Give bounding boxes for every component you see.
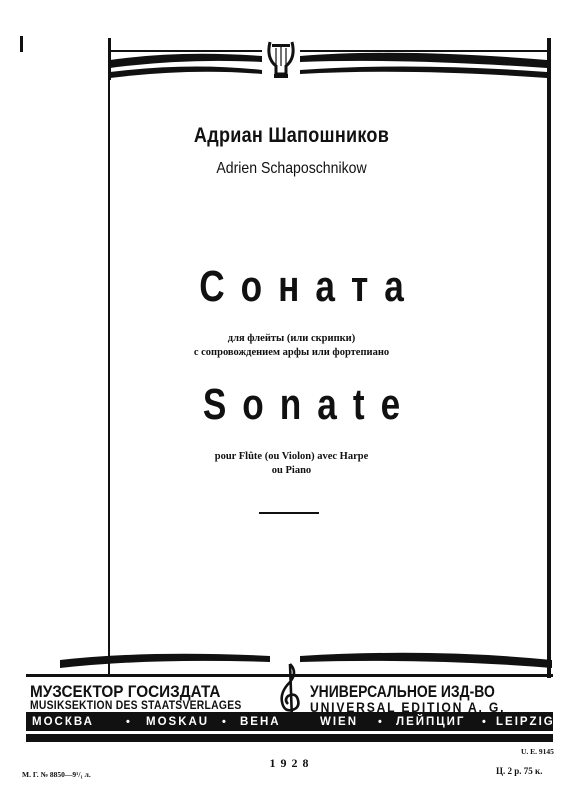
city-leipzig: LEIPZIG (496, 716, 555, 728)
publisher-left-ru: МУЗСЕКТОР ГОСИЗДАТА (30, 682, 221, 701)
subtitle-fr-line1: pour Flûte (ou Violon) avec Harpe (214, 451, 369, 462)
publication-year: 1928 (269, 756, 314, 770)
plate-number: U. E. 9145 (521, 747, 554, 756)
composer-name-ru: Адриан Шапошников (193, 124, 390, 147)
imprint-note: М. Г. № 8850—9¹/₁ л. (22, 770, 91, 779)
title-fr: Sonate (202, 380, 417, 429)
price: Ц. 2 р. 75 к. (496, 766, 543, 776)
subtitle-ru-line1: для флейты (или скрипки) (227, 333, 356, 344)
subtitle-fr-line2: ou Piano (271, 465, 312, 476)
publisher-right-ru: УНИВЕРСАЛЬНОЕ ИЗД-ВО (310, 682, 495, 701)
title-ru: Соната (199, 262, 420, 311)
city-moskau: MOSKAU (146, 716, 210, 728)
composer-name-latin: Adrien Schaposchnikow (216, 160, 367, 177)
publisher-right-de: UNIVERSAL EDITION A. G. (310, 700, 506, 715)
subtitle-ru-line2: с сопровождением арфы или фортепиано (193, 347, 390, 358)
publisher-left-de: MUSIKSEKTION DES STAATSVERLAGES (30, 700, 242, 712)
city-vena: ВЕНА (240, 716, 281, 728)
city-leiptsig: ЛЕЙПЦИГ (396, 716, 466, 728)
city-wien: WIEN (320, 716, 359, 728)
separator-dot: • (482, 716, 486, 728)
divider-rule (259, 512, 319, 514)
city-strip (26, 714, 553, 731)
separator-dot: • (378, 716, 382, 728)
lyre-icon (262, 36, 300, 84)
separator-dot: • (222, 716, 226, 728)
city-moskva: МОСКВА (32, 716, 94, 728)
separator-dot: • (126, 716, 130, 728)
